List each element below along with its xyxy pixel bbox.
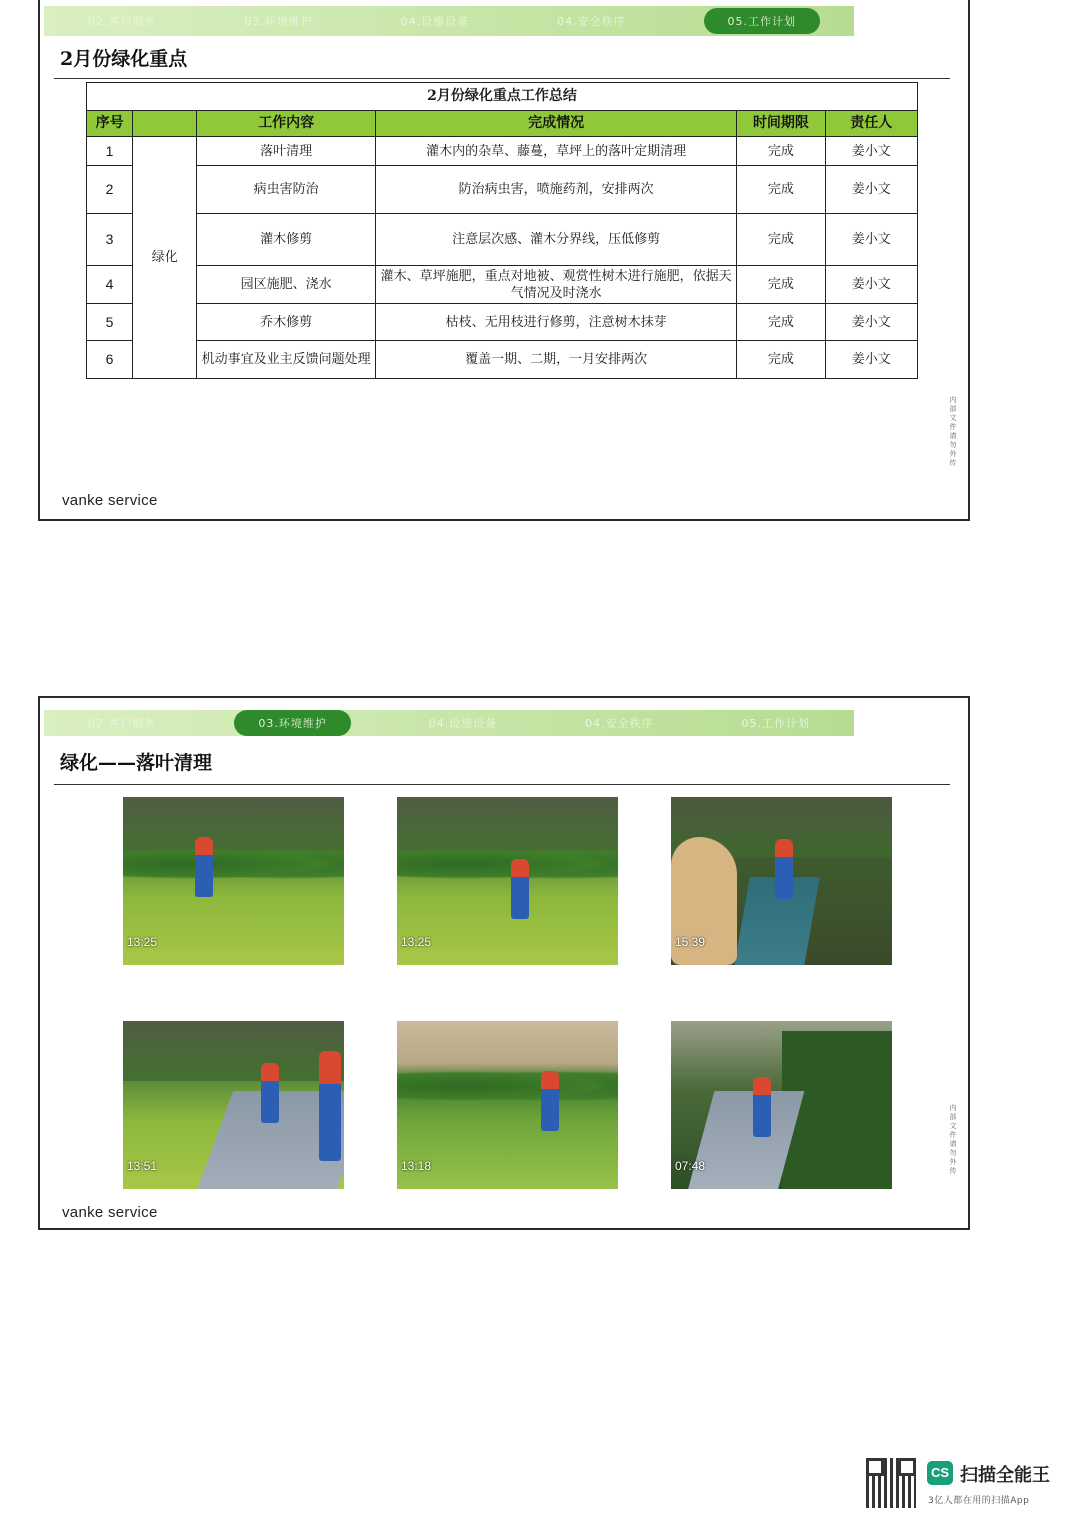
nav-tab-environment: 03.环境维护 [244, 15, 313, 28]
row-status: 枯枝、无用枝进行修剪，注意树木抹芽 [376, 304, 737, 341]
worker-figure [195, 837, 213, 897]
page-title: 2月份绿化重点 [60, 48, 188, 70]
row-no: 6 [87, 341, 133, 379]
vanke-service-logo: vanke service [62, 1204, 158, 1221]
photo-leaf-cleanup-5 [397, 1021, 618, 1189]
title-divider [54, 78, 950, 79]
photo-timestamp: 13:51 [127, 1159, 158, 1173]
worker-figure [511, 859, 529, 919]
row-deadline: 完成 [737, 166, 825, 214]
table-row [87, 266, 918, 304]
row-no: 3 [87, 214, 133, 266]
header-content: 工作内容 [197, 111, 376, 137]
confidential-note: 内部文件 请勿外传 [949, 396, 957, 467]
row-deadline: 完成 [737, 341, 825, 379]
photo-leaf-cleanup-3 [671, 797, 892, 965]
row-status: 灌木内的杂草、藤蔓，草坪上的落叶定期清理 [376, 137, 737, 166]
nav-tab-security: 04.安全秩序 [585, 717, 654, 730]
nav-tab-environment: 03.环境维护 [234, 710, 351, 736]
summary-table [86, 82, 918, 379]
photo-timestamp: 07:48 [675, 1159, 706, 1173]
table-row [87, 166, 918, 214]
worker-figure [753, 1077, 771, 1137]
slide-page-1 [38, 0, 970, 521]
section-nav-bar [44, 710, 854, 736]
row-deadline: 完成 [737, 137, 825, 166]
photo-leaf-cleanup-2 [397, 797, 618, 965]
photo-timestamp: 13:18 [401, 1159, 432, 1173]
photo-leaf-cleanup-4 [123, 1021, 344, 1189]
worker-figure [775, 839, 793, 899]
header-owner: 责任人 [825, 111, 917, 137]
photo-leaf-cleanup-1 [123, 797, 344, 965]
row-status: 覆盖一期、二期，一月安排两次 [376, 341, 737, 379]
nav-tab-customer-service: 02.客户服务 [87, 717, 157, 730]
worker-figure [541, 1071, 559, 1131]
table-row [87, 341, 918, 379]
row-no: 5 [87, 304, 133, 341]
table-title: 2月份绿化重点工作总结 [87, 83, 918, 111]
row-owner: 姜小文 [825, 341, 917, 379]
photo-leaf-cleanup-6 [671, 1021, 892, 1189]
title-divider [54, 784, 950, 785]
photo-timestamp: 13:25 [401, 935, 432, 949]
worker-figure [319, 1051, 341, 1161]
row-status: 防治病虫害，喷施药剂，安排两次 [376, 166, 737, 214]
table-row [87, 214, 918, 266]
table-row [87, 304, 918, 341]
category-cell: 绿化 [133, 137, 197, 379]
table-row [87, 137, 918, 166]
nav-tab-facilities: 04.设施设备 [400, 15, 470, 28]
header-category [133, 111, 197, 137]
camscanner-logo-icon: CS [927, 1461, 953, 1485]
scanner-app-name: 扫描全能王 [960, 1465, 1050, 1486]
row-content: 园区施肥、浇水 [197, 266, 376, 304]
header-deadline: 时间期限 [737, 111, 825, 137]
row-status: 灌木、草坪施肥，重点对地被、观赏性树木进行施肥，依据天气情况及时浇水 [376, 266, 737, 304]
page-title: 绿化——落叶清理 [60, 752, 213, 774]
worker-figure [261, 1063, 279, 1123]
row-deadline: 完成 [737, 214, 825, 266]
row-owner: 姜小文 [825, 137, 917, 166]
nav-tab-work-plan: 05.工作计划 [704, 8, 821, 34]
photo-timestamp: 13:25 [127, 935, 158, 949]
qr-code-icon [866, 1458, 916, 1508]
confidential-note: 内部文件 请勿外传 [949, 1104, 957, 1175]
row-content: 机动事宜及业主反馈问题处理 [197, 341, 376, 379]
row-owner: 姜小文 [825, 214, 917, 266]
row-status: 注意层次感、灌木分界线，压低修剪 [376, 214, 737, 266]
vanke-service-logo: vanke service [62, 492, 158, 509]
row-content: 落叶清理 [197, 137, 376, 166]
header-no: 序号 [87, 111, 133, 137]
scanner-tagline: 3亿人都在用的扫描App [928, 1496, 1030, 1506]
row-content: 病虫害防治 [197, 166, 376, 214]
nav-tab-security: 04.安全秩序 [557, 15, 626, 28]
nav-tab-work-plan: 05.工作计划 [741, 717, 810, 730]
nav-tab-facilities: 04.设施设备 [428, 717, 498, 730]
row-deadline: 完成 [737, 304, 825, 341]
row-content: 乔木修剪 [197, 304, 376, 341]
slide-page-2 [38, 696, 970, 1230]
row-owner: 姜小文 [825, 266, 917, 304]
row-no: 4 [87, 266, 133, 304]
row-content: 灌木修剪 [197, 214, 376, 266]
photo-timestamp: 15:39 [675, 935, 706, 949]
section-nav-bar [44, 6, 854, 36]
row-owner: 姜小文 [825, 166, 917, 214]
row-no: 2 [87, 166, 133, 214]
summary-table-container [86, 82, 918, 379]
nav-tab-customer-service: 02.客户服务 [87, 15, 157, 28]
row-deadline: 完成 [737, 266, 825, 304]
row-no: 1 [87, 137, 133, 166]
row-owner: 姜小文 [825, 304, 917, 341]
header-status: 完成情况 [376, 111, 737, 137]
